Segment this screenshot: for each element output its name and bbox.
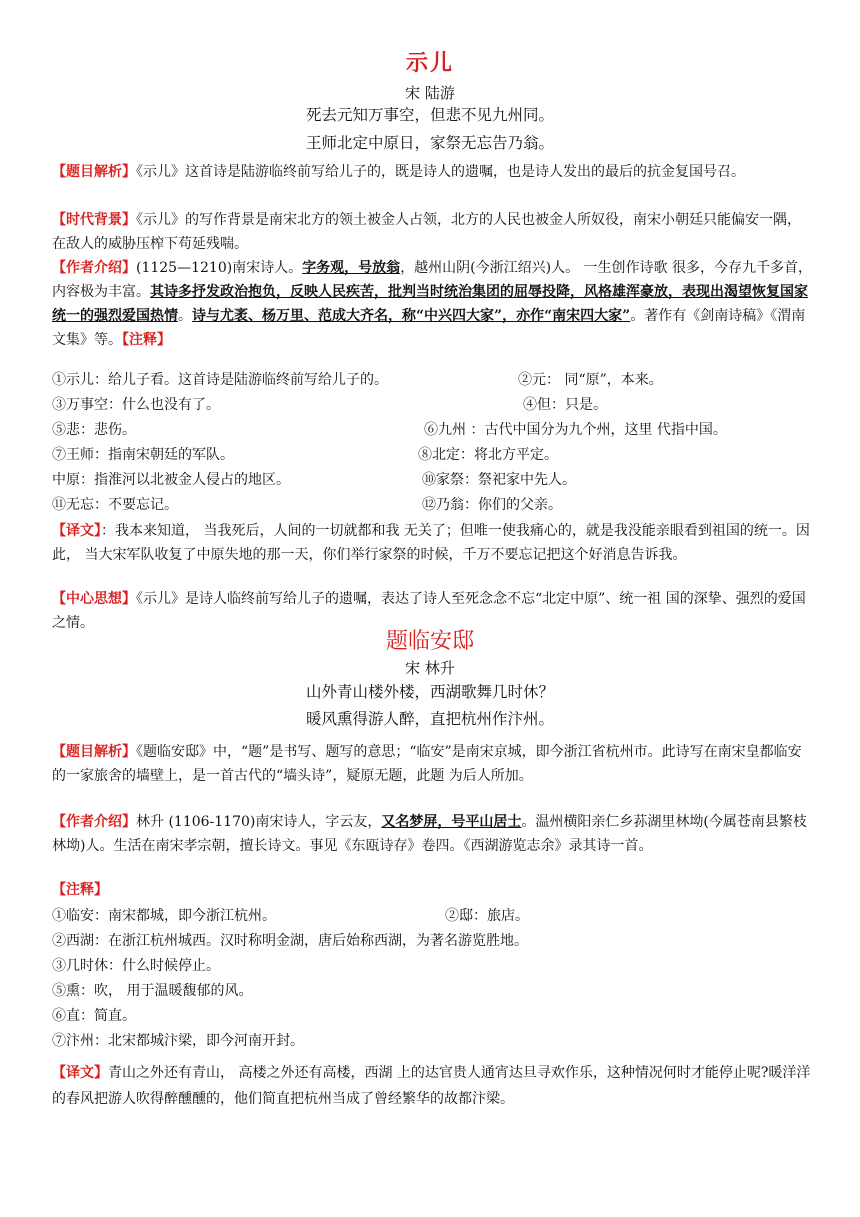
section-tag: 【译文】 (52, 523, 101, 539)
section-text: ，越州山阴(今浙江绍兴)人。 一生创作诗歌 很多，今存九千多首， 内容极为丰富。 (52, 260, 813, 300)
note-item: ③万事空：什么也没有了。 (52, 397, 220, 413)
poem-line: 王师北定中原日，家祭无忘告乃翁。 (305, 134, 554, 152)
section-text: ：我本来知道， 当我死后，人间的一切就都和我 无关了；但唯一使我痛心的，就是我没能亲眼看到祖国的统一。因此， 当大宋军队收复了中原失地的那一天，你们举行家祭的时候，千万不要忘记把这个好消息告诉我。 (52, 523, 810, 563)
section-tag: 【注释】 (52, 882, 108, 898)
section-tag: 【作者介绍】 (52, 814, 136, 830)
section-tag: 【注释】 (122, 332, 171, 348)
note-item: ⑧北定：将北方平定。 (418, 447, 558, 463)
poem-author: 宋 陆游 (405, 84, 455, 102)
highlight-text: 字务观，号放翁 (302, 260, 401, 276)
poem-author: 宋 林升 (405, 659, 455, 677)
note-item: ⑤悲：悲伤。 (52, 422, 136, 438)
note-item: ⑦汴州：北宋都城汴梁，即今河南开封。 (52, 1033, 304, 1049)
note-item: ①示儿：给儿子看。这首诗是陆游临终前写给儿子的。 (52, 372, 388, 388)
note-item: ①临安：南宋都城，即今浙江杭州。 (52, 908, 276, 924)
translation (52, 519, 812, 567)
section-tag: 【题目解析】 (52, 164, 136, 180)
note-item: ②元： 同“原”，本来。 (518, 372, 663, 388)
section-text: 《示儿》是诗人临终前写给儿子的遗嘱，表达了诗人至死念念不忘“北定中原”、统一祖 国的深挚、强烈的爱国之情。 (52, 591, 806, 631)
note-row (52, 444, 812, 468)
section-tag: 【译文】 (52, 1065, 108, 1081)
note-item: ⑥直：简直。 (52, 1008, 136, 1024)
section-tag: 【中心思想】 (52, 591, 136, 607)
title-analysis (52, 740, 812, 788)
section-text: 。 (178, 308, 192, 324)
section-text: 青山之外还有青山， 高楼之外还有高楼，西湖 上的达官贵人通宵达旦寻欢作乐，这种情况何时才能停止呢?暖洋洋的春风把游人吹得醉醺醺的，他们简直把杭州当成了曾经繁华的故都汴梁。 (52, 1065, 811, 1107)
section-text: (1125—1210)南宋诗人。 (136, 260, 303, 276)
note-row (52, 394, 812, 418)
note-row (52, 419, 812, 443)
note-item: ⑥九州 ：古代中国分为九个州，这里 代指中国。 (424, 422, 727, 438)
section-text: 《题临安邸》中，“题”是书写、题写的意思；“临安”是南宋京城，即今浙江省杭州市。此诗写在南宋皇都临安的一家旅舍的墙壁上，是一首古代的“墙头诗”，疑原无题，此题 为后人所加。 (52, 744, 802, 784)
poem-line: 山外青山楼外楼，西湖歌舞几时休？ (305, 683, 554, 701)
section-text: 。著作有《剑南诗稿》《渭南文集》等。 (52, 308, 806, 348)
author-intro (52, 256, 812, 352)
section-tag: 【时代背景】 (52, 212, 136, 228)
section-text: 《示儿》这首诗是陆游临终前写给儿子的，既是诗人的遗嘱，也是诗人发出的最后的抗金复国号召。 (136, 164, 745, 180)
note-item: ⑪无忘：不要忘记。 (52, 497, 178, 513)
note-row (52, 369, 812, 393)
note-row (52, 980, 812, 1004)
highlight-text: 又名梦屏，号平山居士 (381, 814, 522, 830)
notes-header (52, 878, 812, 902)
note-row (52, 930, 812, 954)
note-item: ④但：只是。 (523, 397, 607, 413)
section-text: 。温州横阳亲仁乡荪湖里林坳(今属苍南县繁枝林坳)人。生活在南宋孝宗朝，擅长诗文。事见《东瓯诗存》卷四。《西湖游览志余》录其诗一首。 (52, 814, 807, 854)
poem-line: 暖风熏得游人醉，直把杭州作汴州。 (305, 710, 554, 728)
note-row (52, 1030, 812, 1054)
note-item: ②西湖：在浙江杭州城西。汉时称明金湖，唐后始称西湖，为著名游览胜地。 (52, 933, 528, 949)
note-item: ⑦王师：指南宋朝廷的军队。 (52, 447, 234, 463)
translation (52, 1060, 812, 1112)
note-item: ③几时休：什么时候停止。 (52, 958, 220, 974)
section-tag: 【作者介绍】 (52, 260, 136, 276)
note-row (52, 905, 812, 929)
note-row (52, 955, 812, 979)
note-row (52, 494, 812, 518)
section-text: 林升 (1106-1170)南宋诗人，字云友， (136, 814, 382, 830)
poem-title: 题临安邸 (385, 629, 474, 654)
note-item: ⑩家祭：祭祀家中先人。 (422, 472, 576, 488)
highlight-text: 诗与尤袤、杨万里、范成大齐名，称“中兴四大家”，亦作“南宋四大家” (192, 308, 631, 324)
author-intro (52, 810, 812, 858)
section-tag: 【题目解析】 (52, 744, 136, 760)
note-item: ⑫乃翁：你们的父亲。 (422, 497, 562, 513)
historical-background (52, 208, 812, 256)
poem-line: 死去元知万事空，但悲不见九州同。 (305, 106, 554, 124)
highlight-text: 其诗多抒发政治抱负，反映人民疾苦，批判当时统治集团的屈辱投降，风格雄浑豪放，表现出渴望恢复国家统一的强烈爱国热情 (52, 284, 808, 324)
note-item: 中原：指淮河以北被金人侵占的地区。 (52, 472, 290, 488)
section-text: 《示儿》的写作背景是南宋北方的领土被金人占领，北方的人民也被金人所奴役，南宋小朝廷只能偏安一隅，在敌人的威胁压榨下苟延残喘。 (52, 212, 801, 252)
title-analysis (52, 160, 812, 184)
note-row (52, 469, 812, 493)
note-row (52, 1005, 812, 1029)
note-item: ②邸：旅店。 (445, 908, 529, 924)
poem-title: 示儿 (405, 51, 454, 76)
note-item: ⑤熏：吹， 用于温暖馥郁的风。 (52, 983, 253, 999)
